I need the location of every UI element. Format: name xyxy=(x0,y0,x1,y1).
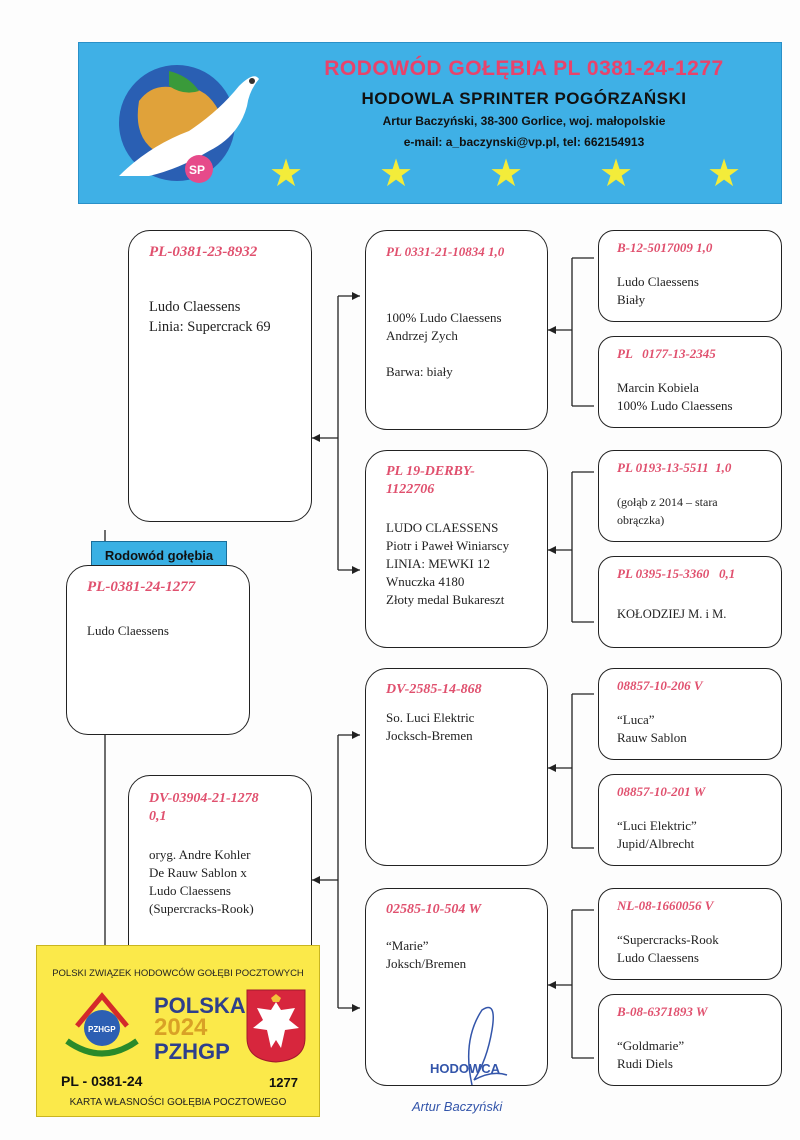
info-line xyxy=(386,345,502,363)
fff-info xyxy=(617,273,699,309)
breeder-contact: e-mail: a_baczynski@vp.pl, tel: 662154913 xyxy=(403,135,645,149)
info-line: “Luca” xyxy=(617,712,655,727)
info-line: 100% Ludo Claessens xyxy=(386,310,502,325)
mmf-ring: NL-08-1660056 V xyxy=(617,898,714,913)
pzhgp-logo-icon xyxy=(57,986,147,1066)
ring-line: 0,1 xyxy=(149,809,167,824)
mmf-info xyxy=(617,931,719,967)
signature-name: Artur Baczyński xyxy=(412,1099,503,1114)
fmf-ring: PL 0193-13-5511 1,0 xyxy=(617,460,732,475)
info-line: “Marie” xyxy=(386,938,429,953)
ownership-card xyxy=(36,945,320,1117)
ggp-fmm-box xyxy=(598,556,782,648)
info-line: “Supercracks-Rook xyxy=(617,932,719,947)
mother-ring xyxy=(149,790,259,826)
info-line: Andrzej Zych xyxy=(386,328,458,343)
info-line: Joksch/Bremen xyxy=(386,956,467,971)
ggp-mmm-box xyxy=(598,994,782,1086)
mother-info xyxy=(149,846,254,918)
father-ring: PL-0381-23-8932 xyxy=(149,244,258,260)
info-line: Ludo Claessens xyxy=(149,299,241,315)
subject-box xyxy=(66,565,250,735)
info-line: KOŁODZIEJ M. i M. xyxy=(617,607,727,621)
sp-logo-text: SP xyxy=(189,163,206,177)
grandparent-fm-box xyxy=(365,450,548,648)
fm-ring xyxy=(386,463,475,499)
info-line: Ludo Claessens xyxy=(149,883,231,898)
polish-eagle-emblem-icon xyxy=(245,988,307,1064)
card-org: POLSKI ZWIĄZEK HODOWCÓW GOŁĘBI POCZTOWYCH xyxy=(52,968,304,979)
star-icon: ★ xyxy=(379,153,414,195)
info-line: Ludo Claessens xyxy=(617,950,699,965)
ffm-ring: PL 0177-13-2345 xyxy=(617,346,716,361)
info-line: Wnuczka 4180 xyxy=(386,574,465,589)
mff-ring: 08857-10-206 V xyxy=(617,678,703,693)
ring-line: PL 19-DERBY- xyxy=(386,464,475,479)
info-line: Marcin Kobiela xyxy=(617,380,699,395)
info-line: Jupid/Albrecht xyxy=(617,836,695,851)
info-line: Piotr i Paweł Winiarscy xyxy=(386,538,510,553)
mf-ring: DV-2585-14-868 xyxy=(386,682,482,697)
signature-scribble xyxy=(452,1000,522,1090)
ggp-fmf-box xyxy=(598,450,782,542)
info-line: Barwa: biały xyxy=(386,364,453,379)
mmm-info xyxy=(617,1037,684,1073)
subject-info xyxy=(87,622,169,640)
pedigree-label: Rodowód gołębia xyxy=(91,541,227,570)
info-line: LINIA: MEWKI 12 xyxy=(386,556,490,571)
breeder-address: Artur Baczyński, 38-300 Gorlice, woj. małopolskie xyxy=(382,114,666,128)
ggp-ffm-box xyxy=(598,336,782,428)
fm-info xyxy=(386,519,509,609)
info-line: 100% Ludo Claessens xyxy=(617,398,733,413)
ggp-fff-box xyxy=(598,230,782,322)
mfm-info xyxy=(617,817,697,853)
info-line: Biały xyxy=(617,292,646,307)
page-title: RODOWÓD GOŁĘBIA PL 0381-24-1277 xyxy=(324,57,724,80)
info-line: So. Luci Elektric xyxy=(386,710,475,725)
subject-ring: PL-0381-24-1277 xyxy=(87,579,196,595)
grandparent-ff-box xyxy=(365,230,548,430)
star-icon: ★ xyxy=(269,153,304,195)
breeder-name: HODOWLA SPRINTER POGÓRZAŃSKI xyxy=(361,89,687,108)
ggp-mmf-box xyxy=(598,888,782,980)
info-line: Złoty medal Bukareszt xyxy=(386,592,505,607)
mff-info xyxy=(617,711,687,747)
card-abbr: PZHGP xyxy=(154,1039,230,1064)
info-line: (gołąb z 2014 – stara xyxy=(617,495,718,509)
father-info xyxy=(149,297,271,337)
star-icon: ★ xyxy=(707,153,742,195)
mmm-ring: B-08-6371893 W xyxy=(617,1004,708,1019)
card-ring-prefix: PL - 0381-24 xyxy=(61,1073,143,1089)
fmm-info xyxy=(617,605,726,623)
mf-info xyxy=(386,709,474,745)
signature-label: HODOWCA xyxy=(430,1061,501,1076)
grandparent-mf-box xyxy=(365,668,548,866)
info-line: LUDO CLAESSENS xyxy=(386,520,499,535)
ffm-info xyxy=(617,379,733,415)
ff-ring: PL 0331-21-10834 1,0 xyxy=(386,244,505,259)
ring-line: DV-03904-21-1278 xyxy=(149,791,259,806)
pzhgp-logo-text: PZHGP xyxy=(88,1025,116,1034)
card-country: POLSKA xyxy=(154,993,246,1018)
ring-line: 1122706 xyxy=(386,482,435,497)
info-line: Rauw Sablon xyxy=(617,730,687,745)
star-icon: ★ xyxy=(599,153,634,195)
info-line: obrączka) xyxy=(617,513,665,527)
info-line: (Supercracks-Rook) xyxy=(149,901,254,916)
info-line: Ludo Claessens xyxy=(617,274,699,289)
mm-info xyxy=(386,937,466,973)
info-line: Rudi Diels xyxy=(617,1056,673,1071)
info-line: Linia: Supercrack 69 xyxy=(149,319,271,335)
ggp-mff-box xyxy=(598,668,782,760)
info-line: Ludo Claessens xyxy=(87,623,169,638)
info-line: Jocksch-Bremen xyxy=(386,728,473,743)
info-line: “Luci Elektric” xyxy=(617,818,697,833)
fff-ring: B-12-5017009 1,0 xyxy=(617,240,713,255)
card-caption: KARTA WŁASNOŚCI GOŁĘBIA POCZTOWEGO xyxy=(69,1097,287,1108)
card-ring-suffix: 1277 xyxy=(269,1075,298,1090)
ggp-mfm-box xyxy=(598,774,782,866)
info-line: De Rauw Sablon x xyxy=(149,865,247,880)
card-year: 2024 xyxy=(154,1014,208,1041)
ff-info xyxy=(386,309,502,381)
info-line: “Goldmarie” xyxy=(617,1038,685,1053)
mm-ring: 02585-10-504 W xyxy=(386,902,482,917)
info-line: oryg. Andre Kohler xyxy=(149,847,251,862)
fmm-ring: PL 0395-15-3360 0,1 xyxy=(617,566,736,581)
star-icon: ★ xyxy=(489,153,524,195)
fmf-info xyxy=(617,493,718,529)
father-box xyxy=(128,230,312,522)
mfm-ring: 08857-10-201 W xyxy=(617,784,706,799)
